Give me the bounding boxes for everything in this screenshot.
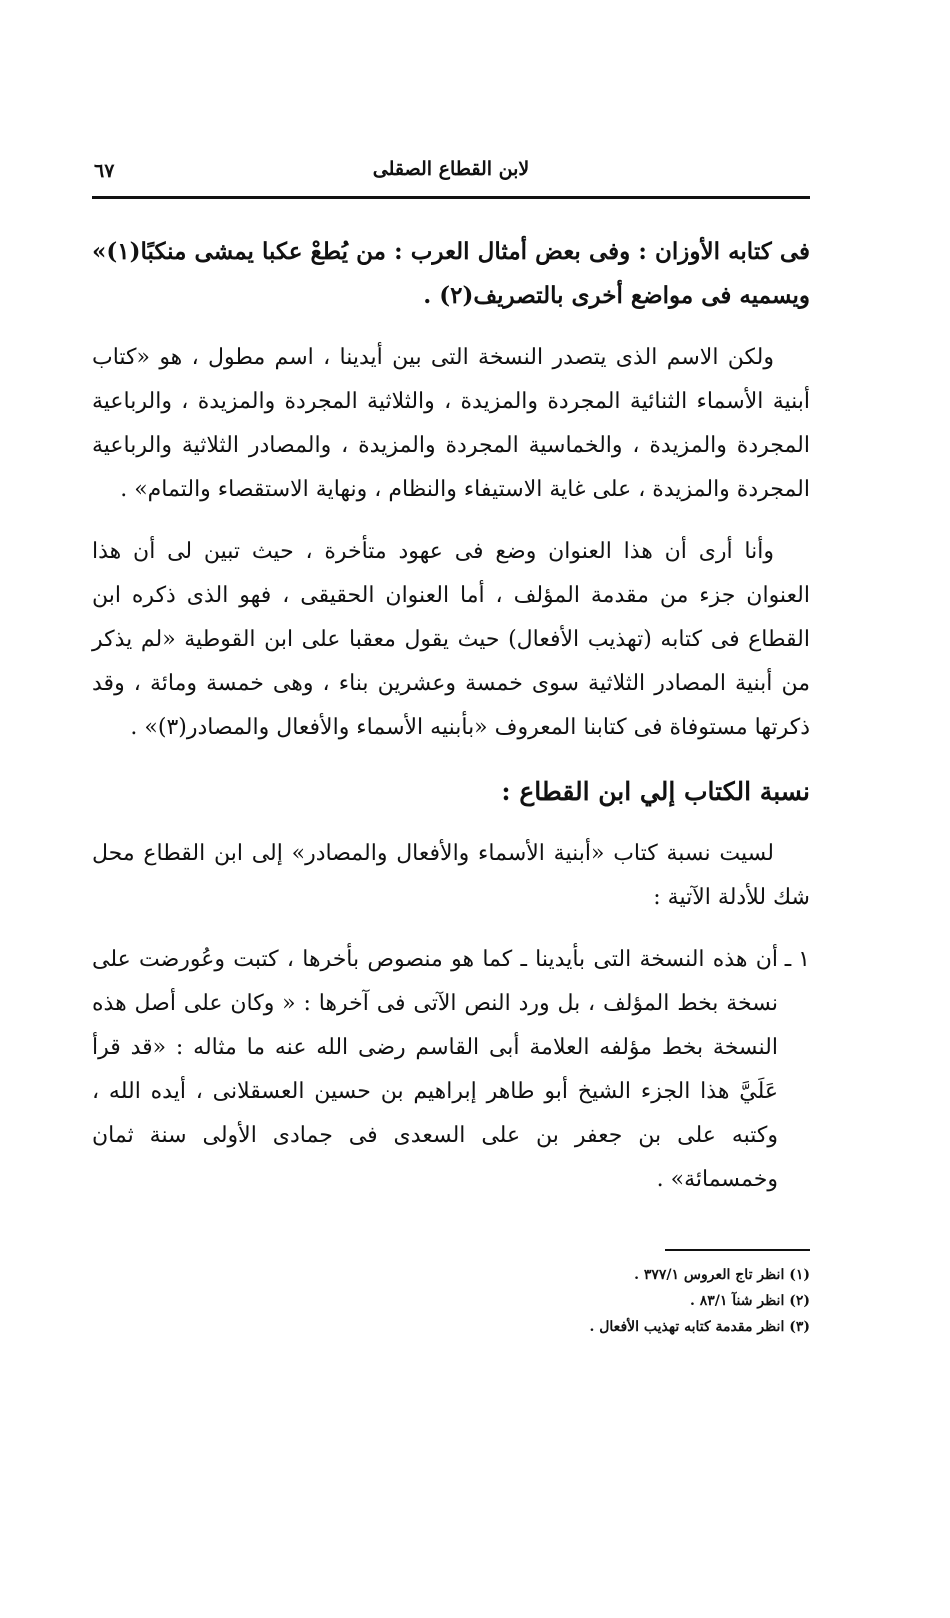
header-rule	[92, 196, 810, 199]
item-number: ١ ـ	[784, 947, 810, 972]
paragraph-book-title: ولكن الاسم الذى يتصدر النسخة التى بين أيدينا ، اسم مطول ، هو «كتاب أبنية الأسماء الثنائية المجردة والمزيدة ، والثلاثية المجردة والمزيدة ، والرباعية المجردة والمزيدة ، والخماسية المجردة والمزيدة ، والمصادر الثلاثية والرباعية المجردة والمزيدة ، على غاية الاستيفاء والنظام ، ونهاية الاستقصاء والتمام» .	[92, 345, 810, 502]
footnote-2: (٢) انظر شنآ ٨٣/١ .	[689, 1293, 810, 1309]
page-number: ٦٧	[94, 160, 115, 182]
evidence-item-1	[92, 938, 810, 1202]
item-text: أن هذه النسخة التى بأيدينا ـ كما هو منصوص بأخرها ، كتبت وعُورضت على نسخة بخط المؤلف ، بل ورد النص الآتى فى آخرها : « وكان على أصل هذه النسخة بخط مؤلفه العلامة أبى القاسم رضى الله عنه ما مثاله : «قد قرأ عَلَيَّ هذا الجزء الشيخ أبو طاهر إبراهيم بن حسين العسقلانى ، أيده الله ، وكتبه على بن جعفر بن على السعدى فى جمادى الأولى سنة ثمان وخمسمائة» .	[92, 947, 778, 1192]
paragraph-attribution: لسيت نسبة كتاب «أبنية الأسماء والأفعال والمصادر» إلى ابن القطاع محل شك للأدلة الآتية :	[92, 841, 810, 910]
footnote-3: (٣) انظر مقدمة كتابه تهذيب الأفعال .	[589, 1319, 810, 1335]
paragraph-continuation: فى كتابه الأوزان : وفى بعض أمثال العرب : من يُطعْ عكبا يمشى منكبًا(١)» ويسميه فى مواضع أخرى بالتصريف(٢) .	[92, 238, 810, 309]
page-header	[92, 152, 810, 198]
paragraph-title-origin: وأنا أرى أن هذا العنوان وضع فى عهود متأخرة ، حيث تبين لى أن هذا العنوان جزء من مقدمة المؤلف ، أما العنوان الحقيقى ، فهو الذى ذكره ابن القطاع فى كتابه (تهذيب الأفعال) حيث يقول معقبا على ابن القوطية «لم يذكر من أبنية المصادر الثلاثية سوى خمسة وعشرين بناء ، وهى خمسة ومائة ، وقد ذكرتها مستوفاة فى كتابنا المعروف «بأبنيه الأسماء والأفعال والمصادر(٣)» .	[92, 539, 810, 740]
footnotes	[92, 1262, 810, 1340]
running-head: لابن القطاع الصقلى	[372, 158, 530, 180]
footnote-rule	[665, 1249, 810, 1251]
footnote-1: (١) انظر تاج العروس ٣٧٧/١ .	[634, 1267, 810, 1283]
section-heading: نسبة الكتاب إلي ابن القطاع :	[501, 777, 810, 806]
main-text	[92, 230, 810, 1210]
